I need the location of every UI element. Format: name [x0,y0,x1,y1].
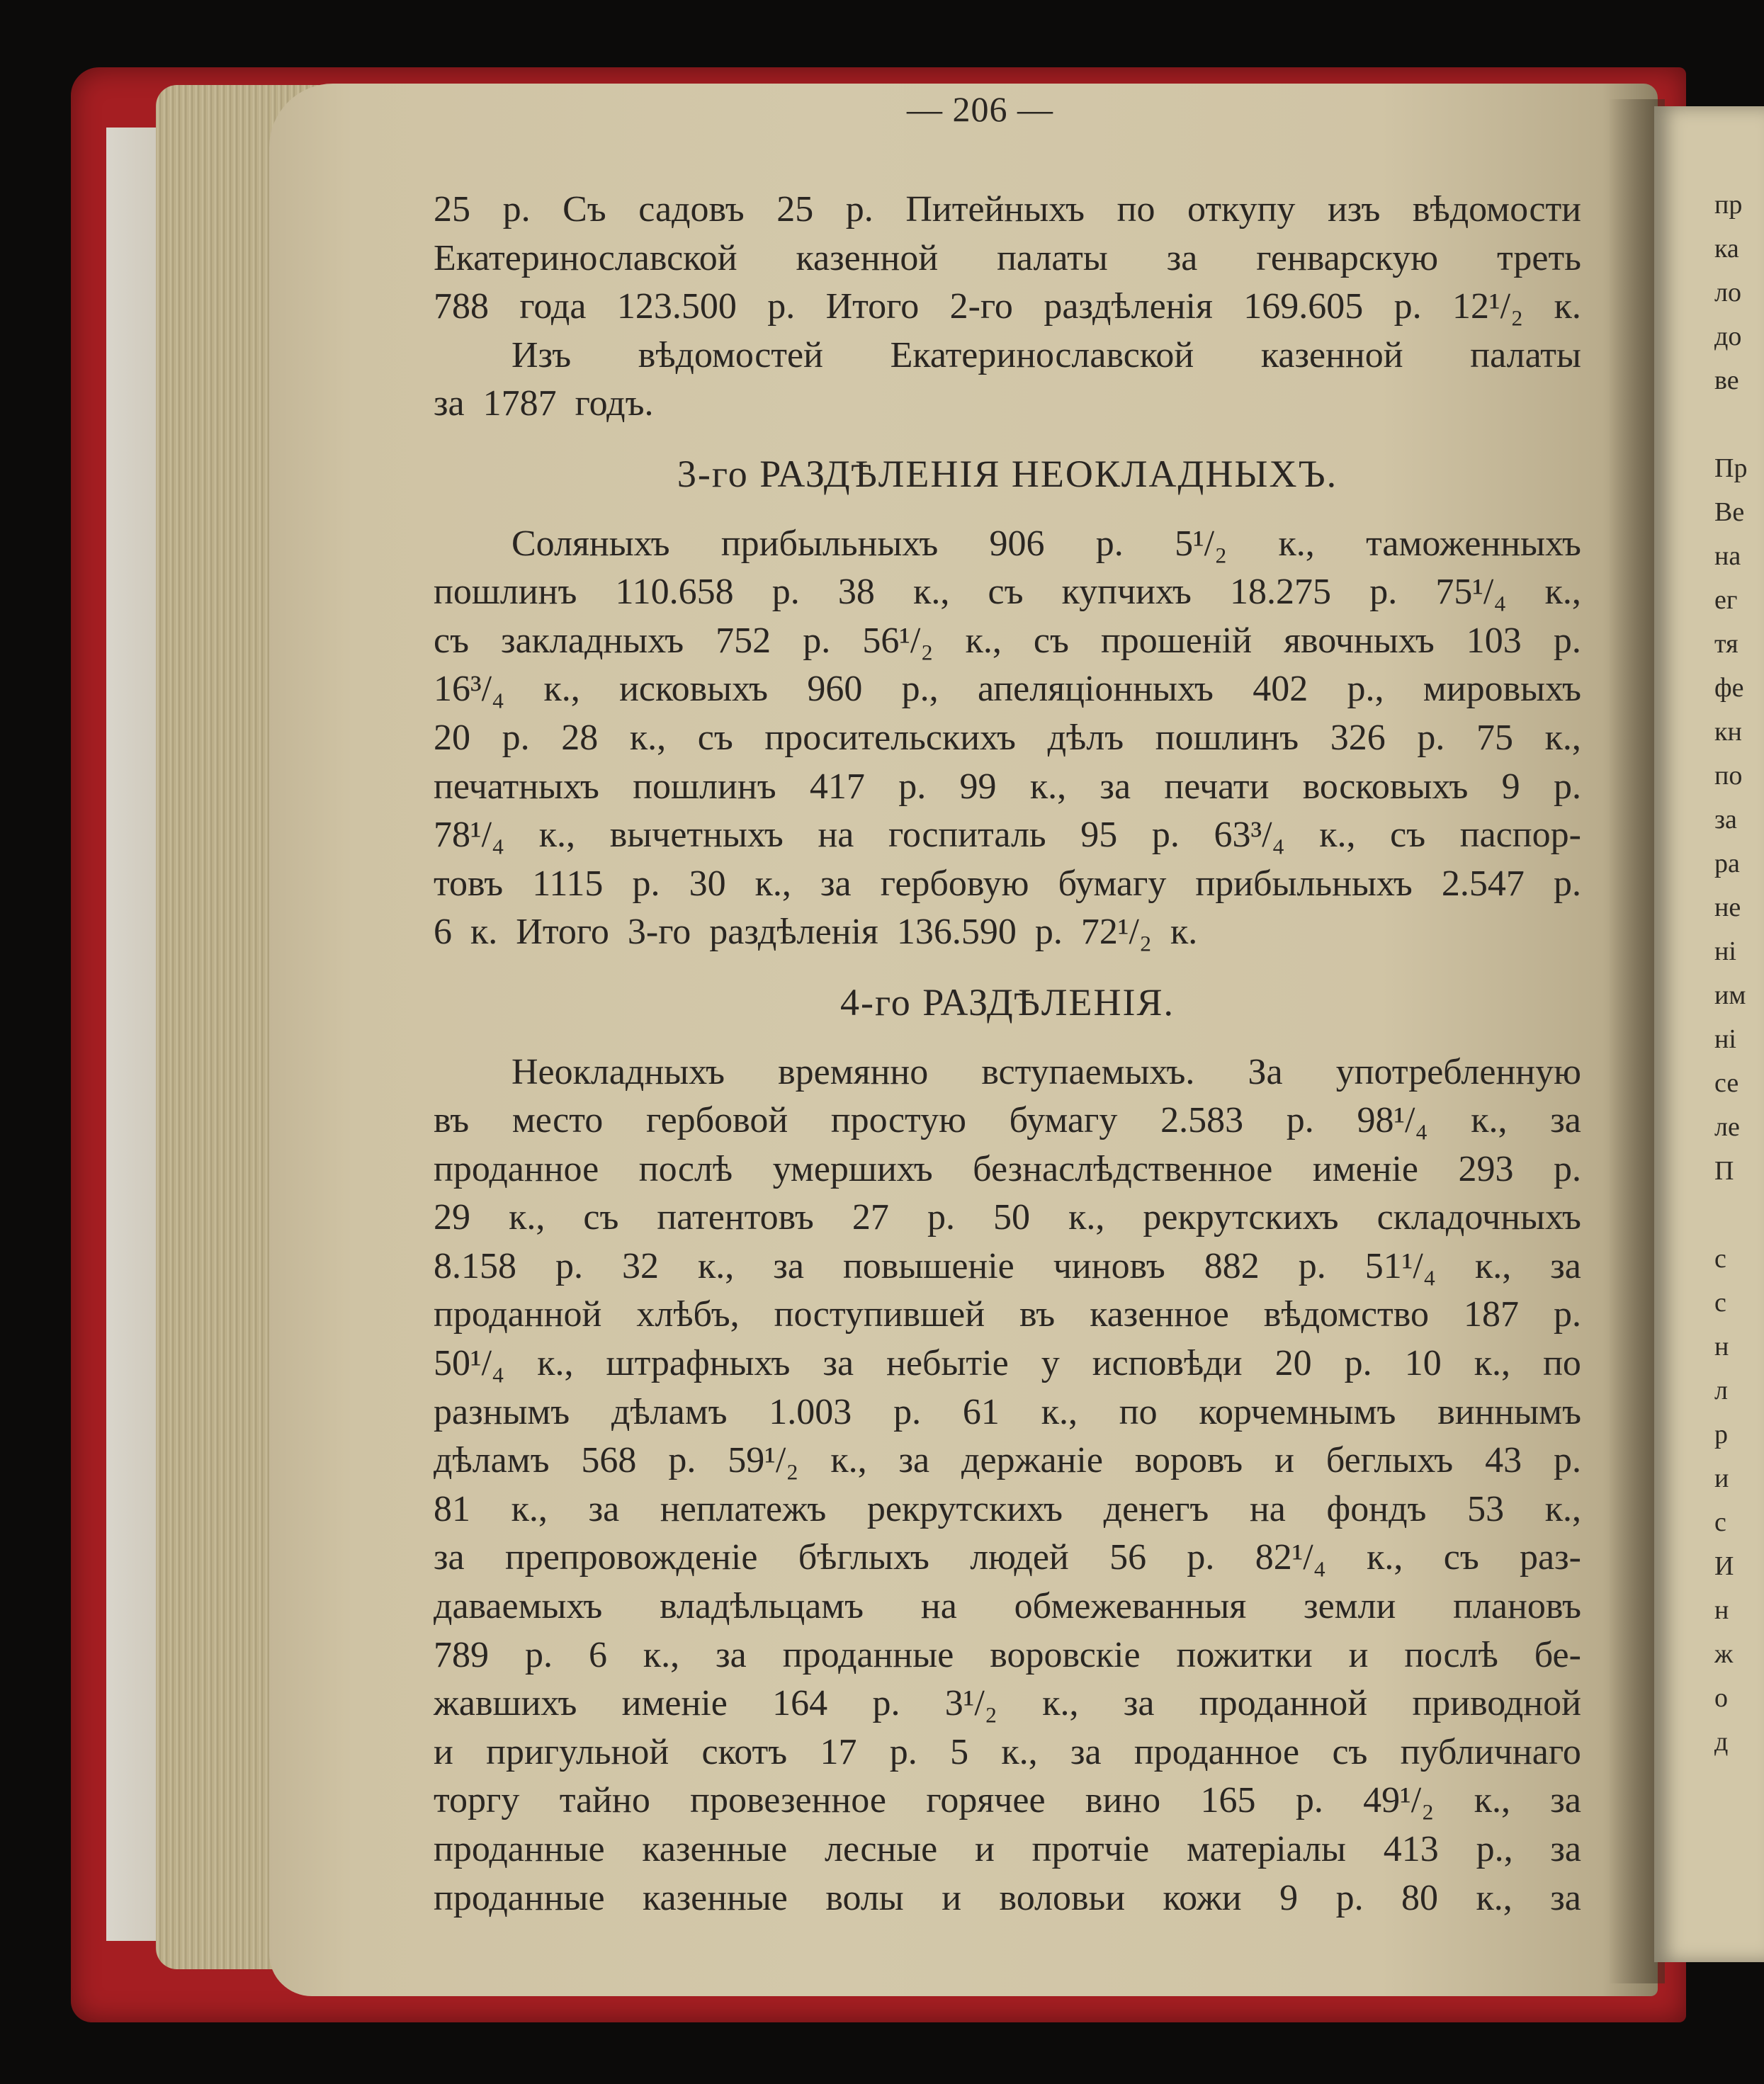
right-page-fragment: ле [1714,1112,1740,1142]
text-line: проданное послѣ умершихъ безнаслѣдственное именіе 293 р. [434,1148,1581,1189]
text-line: даваемыхъ владѣльцамъ на обмежеванныя земли плановъ [434,1586,1581,1627]
right-page-fragment [1714,402,1764,446]
section-3-heading: 3-го РАЗДѢЛЕНІЯ НЕОКЛАДНЫХЪ. [677,452,1338,495]
text-line: 788 года 123.500 р. Итого 2-го раздѣленія 169.605 р. 12¹/₂ к. [434,286,1581,327]
text-line: печатныхъ пошлинъ 417 р. 99 к., за печати восковыхъ 9 р. [434,766,1581,807]
right-page-fragment: н [1714,1332,1729,1361]
text-line: Неокладныхъ времянно вступаемыхъ. За употребленную [511,1051,1581,1092]
right-page-fragment: пр [1714,190,1743,220]
right-page-fragment: Пр [1714,453,1748,483]
page-body [434,186,1581,1922]
right-page-fragment: И [1714,1551,1734,1581]
right-page-fragment: л [1714,1376,1728,1405]
right-page-fragment: ра [1714,849,1740,878]
text-line: въ место гербовой простую бумагу 2.583 р. 98¹/₄ к., за [434,1100,1581,1141]
right-page-fragment: за [1714,805,1737,834]
text-line: Изъ вѣдомостей Екатеринославской казенной палаты [511,334,1581,375]
text-line: и пригульной скотъ 17 р. 5 к., за проданное съ публичнаго [434,1731,1581,1772]
text-line: 78¹/₄ к., вычетныхъ на госпиталь 95 р. 63³/₄ к., съ паспор- [434,815,1581,856]
right-page-fragment: ве [1714,366,1739,395]
right-page-fragment: ло [1714,278,1741,307]
text-line: 50¹/₄ к., штрафныхъ за небытіе у исповѣди 20 р. 10 к., по [434,1343,1581,1384]
text-line: Екатеринославской казенной палаты за генварскую треть [434,237,1581,278]
text-line: съ закладныхъ 752 р. 56¹/₂ к., съ прошеній явочныхъ 103 р. [434,620,1581,661]
right-page-fragment: на [1714,541,1741,571]
text-line: 29 к., съ патентовъ 27 р. 50 к., рекрутскихъ складочныхъ [434,1197,1581,1238]
text-line: 16³/₄ к., исковыхъ 960 р., апеляціонныхъ 402 р., мировыхъ [434,669,1581,710]
text-line: пошлинъ 110.658 р. 38 к., съ купчихъ 18.275 р. 75¹/₄ к., [434,572,1581,613]
right-page-fragment: П [1714,1156,1734,1186]
paragraph-block-2 [434,520,1581,957]
text-line: торгу тайно провезенное горячее вино 165 р. 49¹/₂ к., за [434,1780,1581,1821]
text-line: дѣламъ 568 р. 59¹/₂ к., за держаніе воровъ и беглыхъ 43 р. [434,1440,1581,1481]
right-page-fragment: с [1714,1288,1726,1318]
text-line: товъ 1115 р. 30 к., за гербовую бумагу прибыльныхъ 2.547 р. [434,863,1581,904]
right-page-fragment: фе [1714,673,1744,703]
right-page-fragment: до [1714,322,1742,351]
text-line: за 1787 годъ. [434,383,654,424]
text-line: за препровожденіе бѣглыхъ людей 56 р. 82¹/₄ к., съ раз- [434,1537,1581,1578]
text-line: Соляныхъ прибыльныхъ 906 р. 5¹/₂ к., таможенныхъ [511,523,1581,564]
right-page-text-fragments [1714,183,1764,1764]
text-line: проданные казенные лесные и протчіе матеріалы 413 р., за [434,1829,1581,1869]
right-page-fragment: Ве [1714,497,1745,527]
text-line: проданной хлѣбъ, поступившей въ казенное вѣдомство 187 р. [434,1294,1581,1335]
text-line: 8.158 р. 32 к., за повышеніе чиновъ 882 р. 51¹/₄ к., за [434,1245,1581,1286]
right-page-fragment: им [1714,980,1746,1010]
right-page-fragment: по [1714,761,1743,791]
text-line: 20 р. 28 к., съ просительскихъ дѣлъ пошлинъ 326 р. 75 к., [434,717,1581,758]
text-line: проданные казенные волы и воловьи кожи 9 р. 80 к., за [434,1877,1581,1918]
right-page-fragment: не [1714,893,1741,922]
right-page-fragment: ж [1714,1639,1734,1669]
text-line: 25 р. Съ садовъ 25 р. Питейныхъ по откупу изъ вѣдомости [434,189,1581,230]
right-page-fragment: ка [1714,234,1739,264]
text-line: 789 р. 6 к., за проданные воровскіе пожитки и послѣ бе- [434,1634,1581,1675]
right-page-fragment: ні [1714,1024,1736,1054]
text-line: 81 к., за неплатежъ рекрутскихъ денегъ на фондъ 53 к., [434,1488,1581,1529]
paragraph-block-3 [434,1048,1581,1923]
right-page-fragment: кн [1714,717,1742,747]
right-page-fragment: ег [1714,585,1738,615]
right-page-fragment: ні [1714,936,1736,966]
text-line: жавшихъ именіе 164 р. 3¹/₂ к., за проданной приводной [434,1683,1581,1724]
right-page-fragment: д [1714,1727,1729,1757]
right-page-fragment: н [1714,1595,1729,1625]
paragraph-block-1 [434,186,1581,429]
right-page-fragment: о [1714,1683,1728,1713]
text-line: разнымъ дѣламъ 1.003 р. 61 к., по корчемнымъ виннымъ [434,1391,1581,1432]
right-page-fragment [1714,1193,1764,1237]
section-4-heading: 4-го РАЗДѢЛЕНІЯ. [840,980,1175,1024]
page-number: — 206 — [907,89,1053,129]
right-page-fragment: и [1714,1463,1729,1493]
right-page-fragment: тя [1714,629,1738,659]
text-line: 6 к. Итого 3-го раздѣленія 136.590 р. 72¹/₂ к. [434,912,1198,953]
right-page-fragment: с [1714,1244,1726,1274]
right-page-fragment: с [1714,1507,1726,1537]
right-page-fragment: се [1714,1068,1739,1098]
right-page-fragment: р [1714,1420,1728,1449]
